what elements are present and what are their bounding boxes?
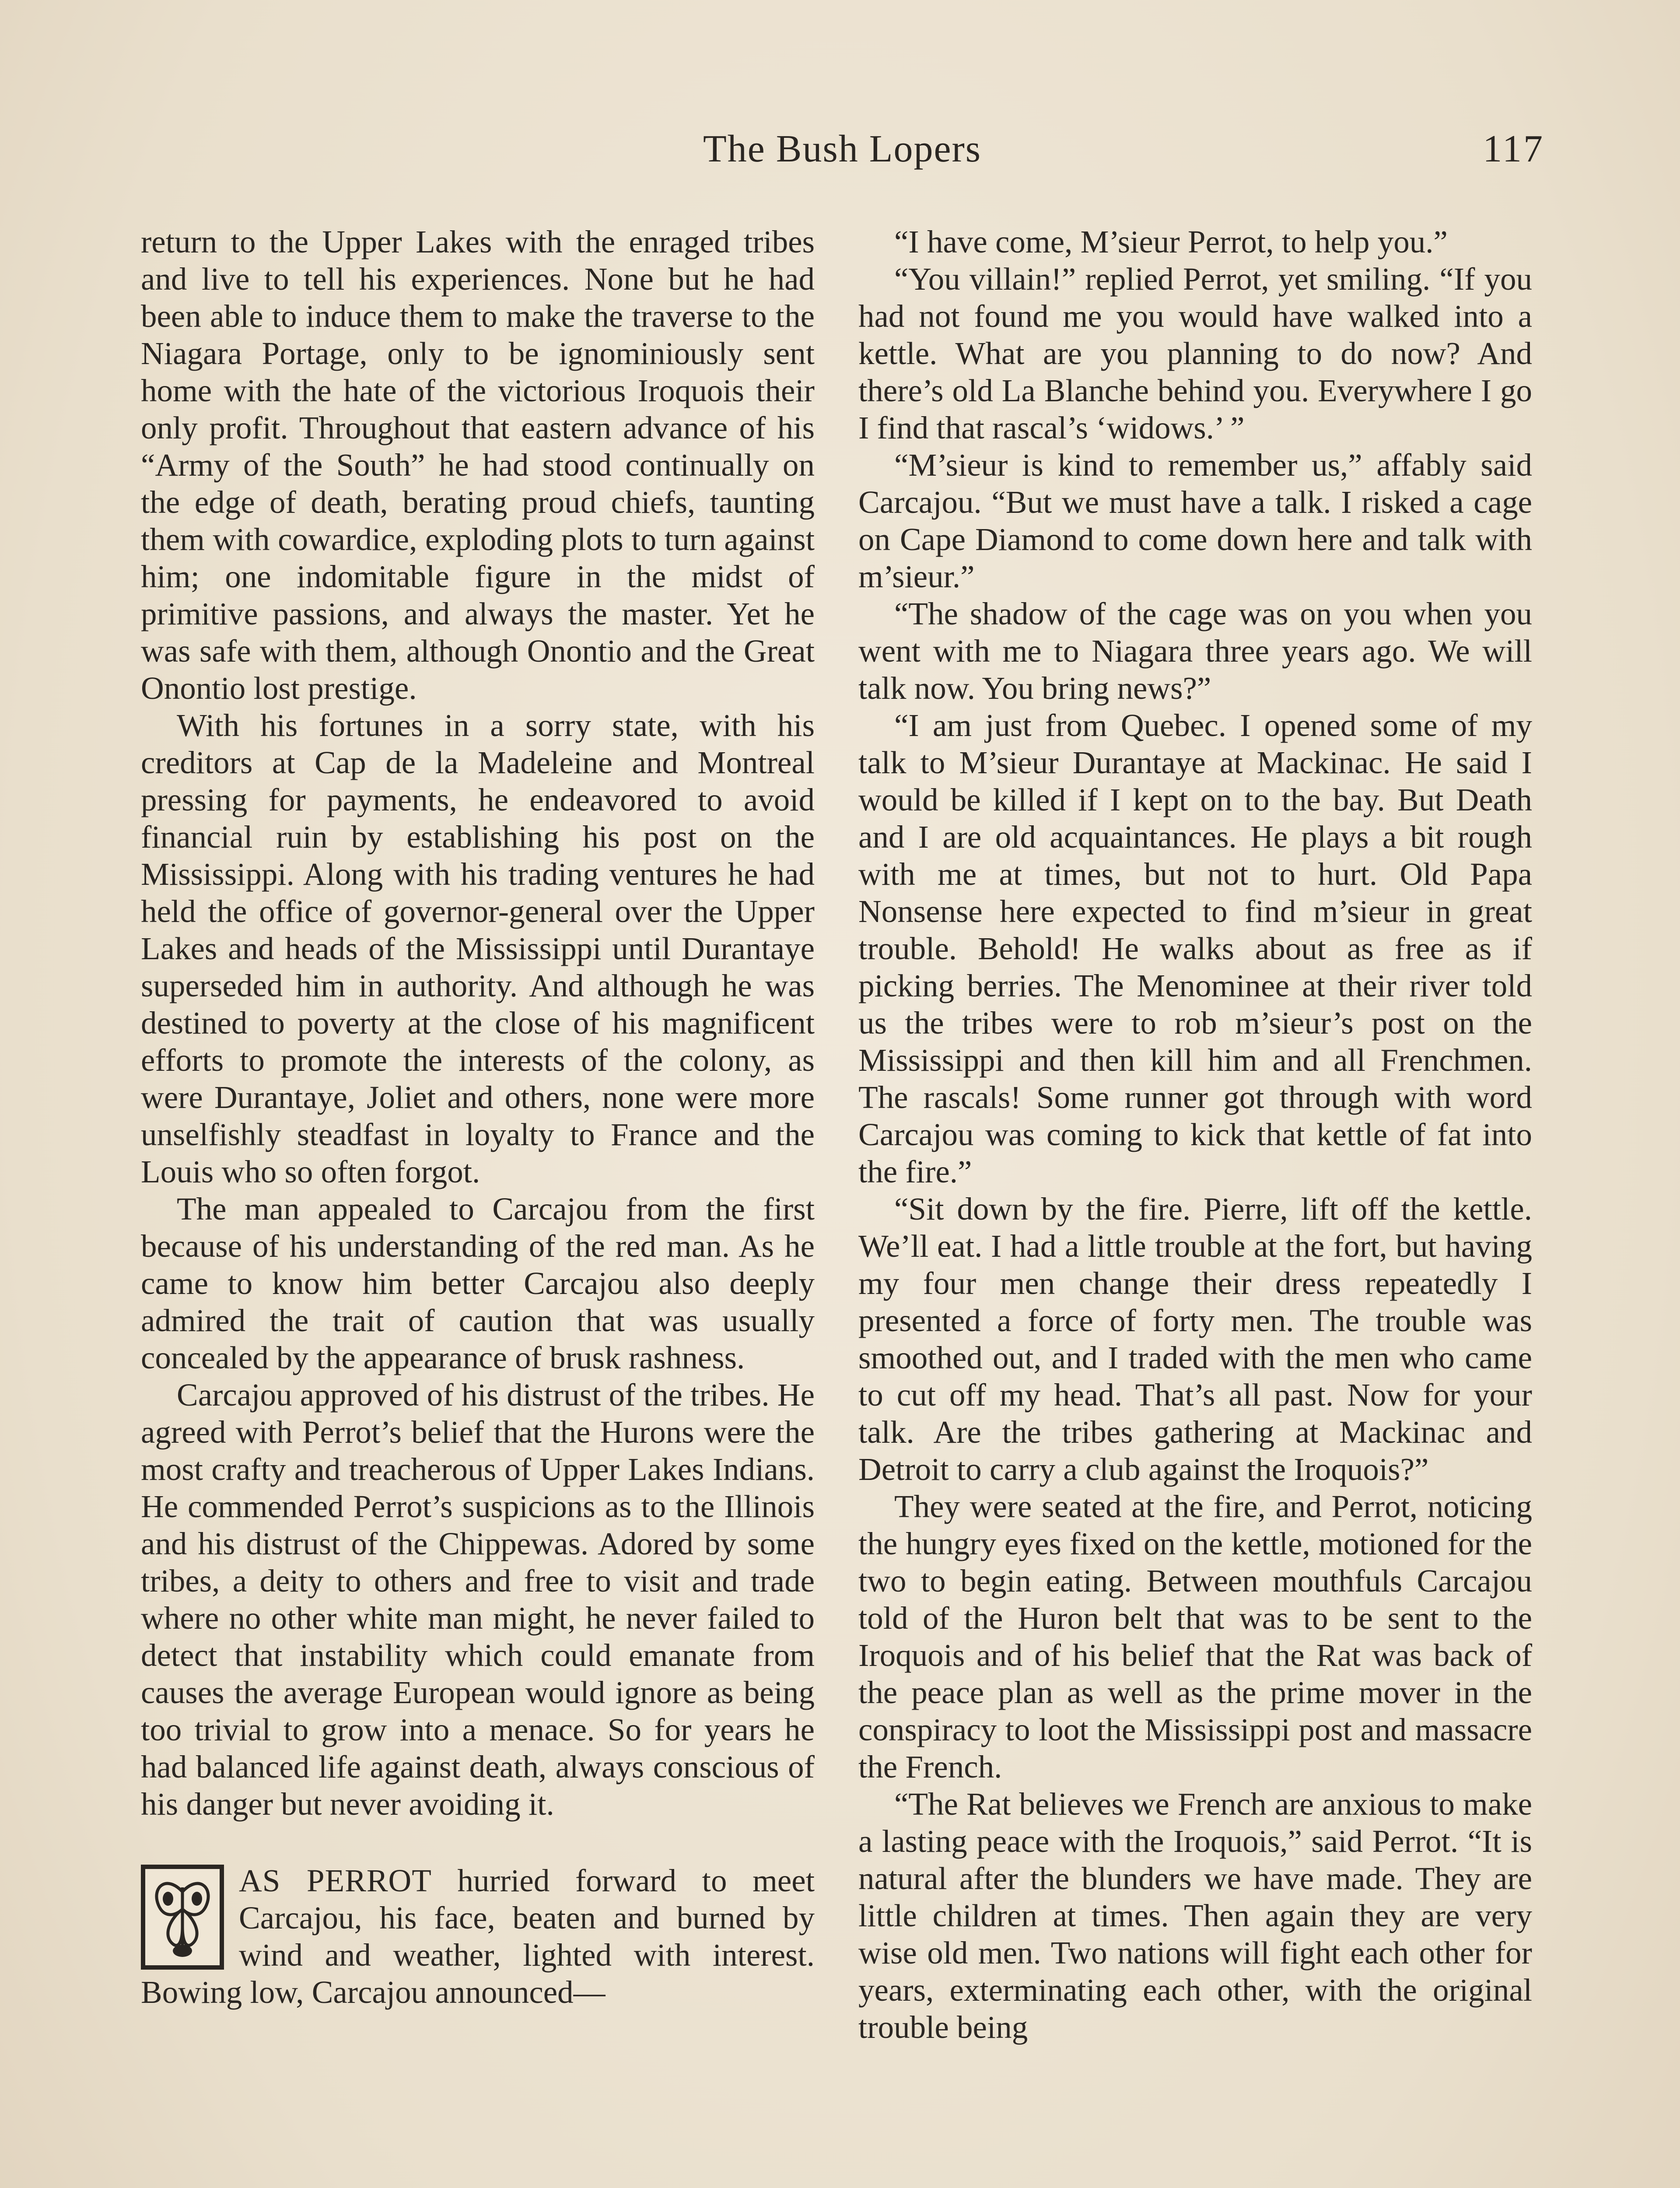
paragraph: “I am just from Quebec. I opened some of my talk to M’sieur Durantaye at Mackinac. He said I would be killed if I kept on to the bay. But Death and I are old acquaintances. He plays a bit rough with me at times, but not to hurt. Old Papa Nonsense here expected to find m’sieur in great trouble. Behold! He walks about as free as if picking berries. The Menominee at their river told us the tribes were to rob m’sieur’s post on the Mississippi and then kill him and all Frenchmen. The rascals! Some runner got through with word Carcajou was coming to kick that kettle of fat into the fire.” (858, 708, 1532, 1189)
section-opening-paragraph (141, 1862, 815, 2011)
paragraph: Carcajou approved of his distrust of the tribes. He agreed with Perrot’s belief that the Hurons were the most crafty and treacherous of Upper Lakes Indians. He commended Perrot’s suspicions as to the Illinois and his distrust of the Chippewas. Adored by some tribes, a deity to others and free to visit and trade where no other white man might, he never failed to detect that instability which could emanate from causes the average European would ignore as being too trivial to grow into a menace. So for years he had balanced life against death, always conscious of his danger but never avoiding it. (141, 1377, 815, 1822)
paragraph: “The Rat believes we French are anxious to make a lasting peace with the Iroquois,” said Perrot. “It is natural after the blunders we have made. They are little children at times. Then again they are very wise old men. Two nations will fight each other for years, exterminating each other, with the original trouble being (858, 1786, 1532, 2045)
paragraph: They were seated at the fire, and Perrot, noticing the hungry eyes fixed on the kettle, motioned for the two to begin eating. Between mouthfuls Carcajou told of the Huron belt that was to be sent to the Iroquois and of his belief that the Rat was back of the peace plan as well as the prime mover in the conspiracy to loot the Mississippi post and massacre the French. (858, 1489, 1532, 1785)
paragraph: “I have come, M’sieur Perrot, to help you.” (894, 224, 1448, 259)
paragraph: “Sit down by the fire. Pierre, lift off the kettle. We’ll eat. I had a little trouble at the fort, but having my four men change their dress repeatedly I presented a force of forty men. The trouble was smoothed out, and I traded with the men who came to cut off my head. That’s all past. Now for your talk. Are the tribes gathering at Mackinac and Detroit to carry a club against the Iroquois?” (858, 1191, 1532, 1487)
paragraph: “The shadow of the cage was on you when you went with me to Niagara three years ago. We will talk now. You bring news?” (858, 596, 1532, 706)
left-column (141, 223, 815, 2011)
paragraph: return to the Upper Lakes with the enraged tribes and live to tell his experiences. None but he had been able to induce them to make the traverse to the Niagara Portage, only to be ignominiously sent home with the hate of the victorious Iroquois their only profit. Throughout that eastern advance of his “Army of the South” he had stood continually on the edge of death, berating proud chiefs, taunting them with cowardice, exploding plots to turn against him; one indomitable figure in the midst of primitive passions, and always the master. Yet he was safe with them, although Onontio and the Great Onontio lost prestige. (141, 224, 815, 706)
section-lead-caps: AS PERROT (239, 1863, 432, 1898)
page-header (140, 127, 1544, 184)
right-column (858, 223, 1532, 2046)
paragraph: “M’sieur is kind to remember us,” affably said Carcajou. “But we must have a talk. I risked a cage on Cape Diamond to come down here and talk with m’sieur.” (858, 447, 1532, 594)
section-opening-text: hurried forward to meet Carcajou, his face, beaten and burned by wind and weather, lighted with interest. Bowing low, Carcajou announced— (141, 1863, 815, 2010)
ornament-icon (141, 1865, 224, 1970)
paragraph: The man appealed to Carcajou from the first because of his understanding of the red man. As he came to know him better Carcajou also deeply admired the trait of caution that was usually concealed by the appearance of brusk rashness. (141, 1191, 815, 1375)
paragraph: With his fortunes in a sorry state, with his creditors at Cap de la Madeleine and Montreal pressing for payments, he endeavored to avoid financial ruin by establishing his post on the Mississippi. Along with his trading ventures he had held the office of governor-general over the Upper Lakes and heads of the Mississippi until Durantaye superseded him in authority. And although he was destined to poverty at the close of his magnificent efforts to promote the interests of the colony, as were Durantaye, Joliet and others, none were more unselfishly steadfast in loyalty to France and the Louis who so often forgot. (141, 708, 815, 1189)
running-title: The Bush Lopers (703, 128, 982, 170)
page-number: 117 (1483, 128, 1544, 170)
paragraph: “You villain!” replied Perrot, yet smiling. “If you had not found me you would have walked into a kettle. What are you planning to do now? And there’s old La Blanche behind you. Everywhere I go I find that rascal’s ‘widows.’ ” (858, 261, 1532, 445)
butterfly-ornament-icon (149, 1874, 216, 1962)
